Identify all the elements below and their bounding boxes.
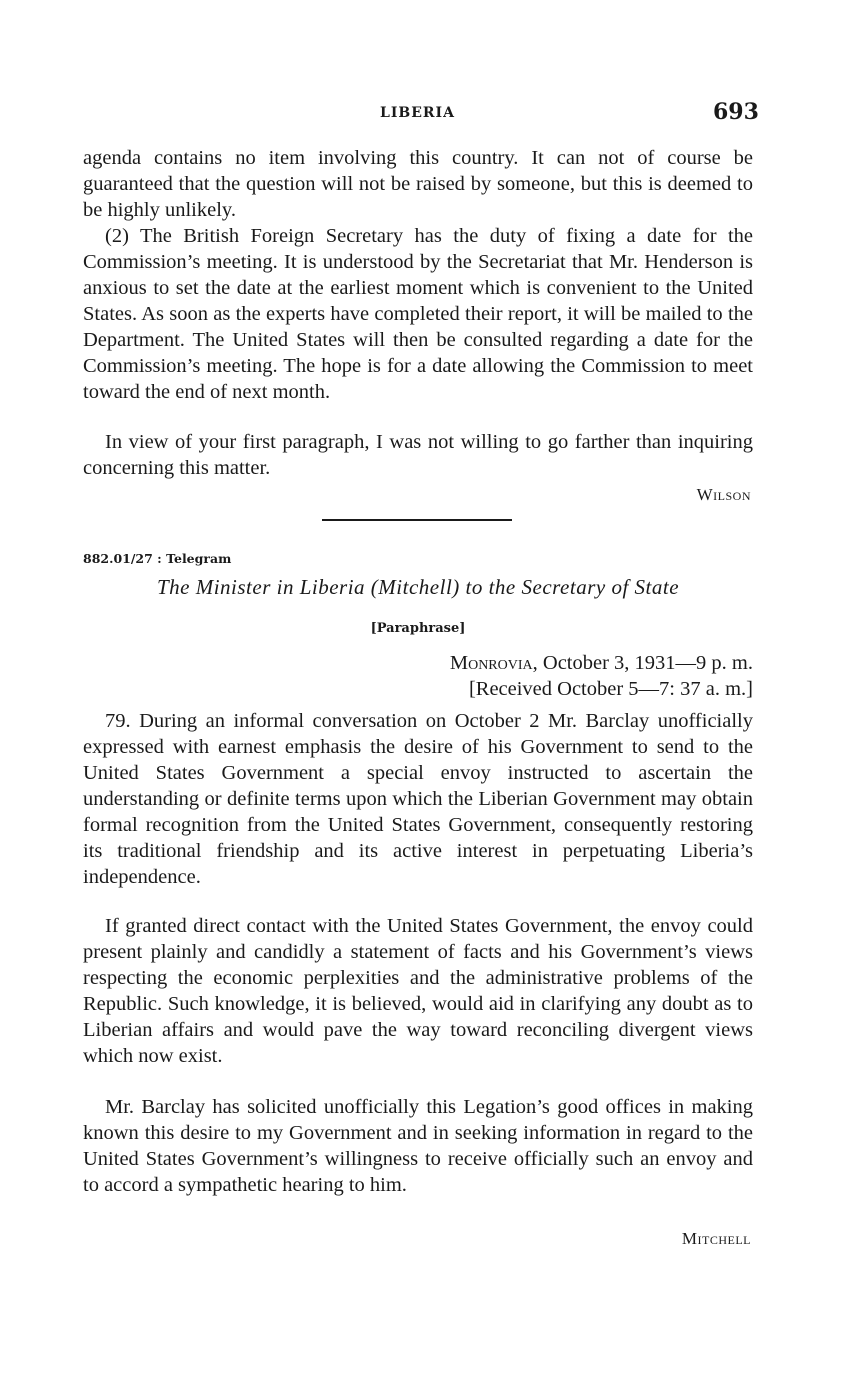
dateline-date: October 3, 1931—9 p. m. [542, 652, 753, 674]
telegram-paragraph-three: Mr. Barclay has solicited unofficially this Legation’s good offices in making known this desire to my Government and in seeking information in regard to the United States Government’s willingness to receive officially such an envoy and to accord a sympathetic hearing to him. [83, 1096, 753, 1196]
dateline-place: Monrovia, [449, 652, 538, 674]
signature-mitchell: Mitchell [681, 1229, 751, 1248]
dateline-sent [450, 652, 753, 675]
telegram-paragraph-two: If granted direct contact with the United States Government, the envoy could present plainly and candidly a statement of facts and his Government’s views respecting the economic perplexities and the administrative problems of the Republic. Such knowledge, it is believed, would aid in clarifying any doubt as to Liberian affairs and would pave the way toward reconciling divergent views which now exist. [83, 915, 753, 1067]
continuation-paragraph: agenda contains no item involving this country. It can not of course be guaranteed that the question will not be raised by someone, but this is deemed to be highly unlikely. [83, 147, 753, 221]
file-reference: 882.01/27 : Telegram [83, 551, 232, 566]
page-number: 693 [713, 99, 759, 125]
paraphrase-note: [Paraphrase] [370, 621, 466, 636]
document-title: The Minister in Liberia (Mitchell) to the Secretary of State [156, 575, 680, 599]
section-divider [322, 519, 512, 521]
running-header: LIBERIA [380, 105, 455, 121]
paragraph-three: In view of your first paragraph, I was not willing to go farther than inquiring concerning this matter. [83, 431, 753, 479]
signature-wilson: Wilson [696, 485, 751, 504]
dateline-received: [Received October 5—7: 37 a. m.] [468, 678, 753, 700]
paragraph-two: (2) The British Foreign Secretary has the duty of fixing a date for the Commission’s meeting. It is understood by the Secretariat that Mr. Henderson is anxious to set the date at the earliest moment which is convenient to the United States. As soon as the experts have completed their report, it will be mailed to the Department. The United States will then be consulted regarding a date for the Commission’s meeting. The hope is for a date allowing the Commission to meet toward the end of next month. [83, 225, 753, 403]
telegram-paragraph-one: 79. During an informal conversation on October 2 Mr. Barclay unofficially expressed with earnest emphasis the desire of his Government to send to the United States Government a special envoy instructed to ascertain the understanding or definite terms upon which the Liberian Government may obtain formal recognition from the United States Government, consequently restoring its traditional friendship and its active interest in perpetuating Liberia’s independence. [83, 710, 753, 888]
